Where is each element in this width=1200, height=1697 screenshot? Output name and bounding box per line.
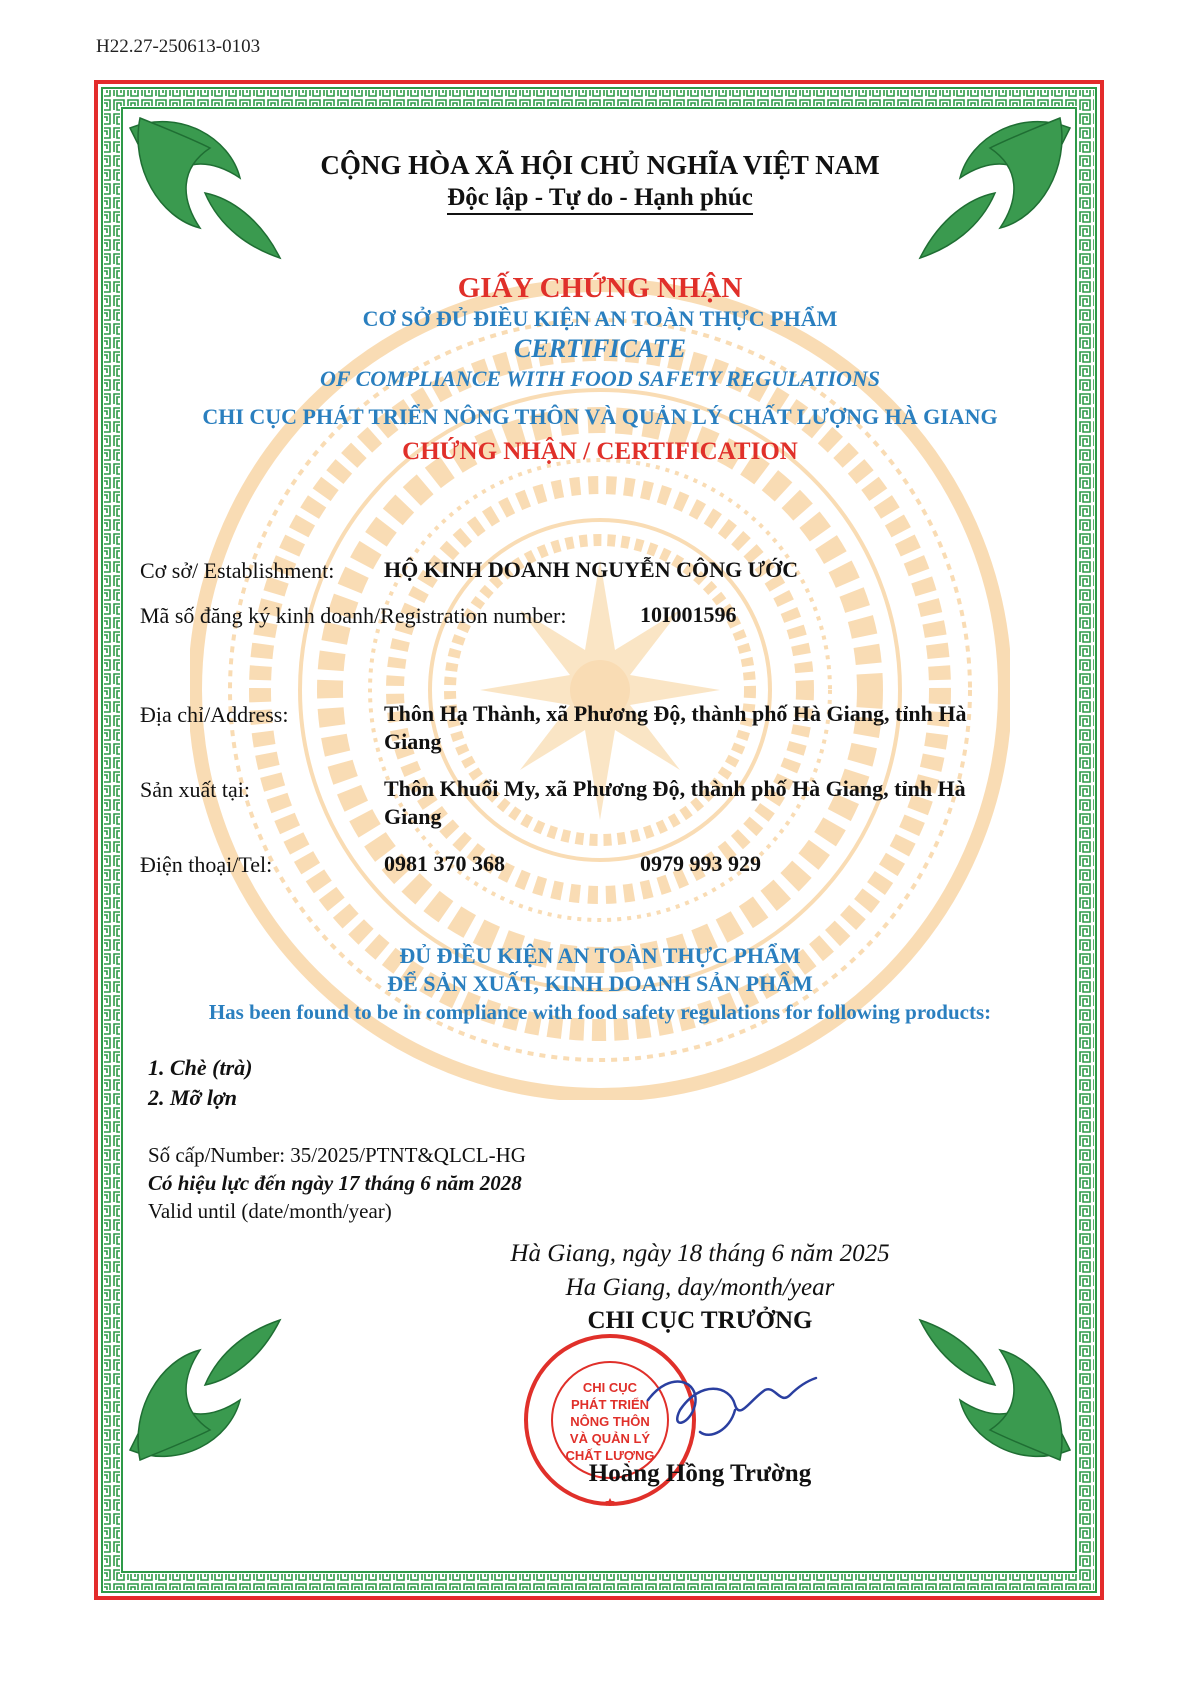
certificate-title-en: CERTIFICATE bbox=[514, 334, 686, 363]
seal-line: CHẤT LƯỢNG bbox=[565, 1448, 655, 1463]
certificate-title-vn: GIẤY CHỨNG NHẬN bbox=[457, 272, 743, 304]
certificate-number: Số cấp/Number: 35/2025/PTNT&QLCL-HG bbox=[148, 1143, 526, 1167]
compliance-en: Has been found to be in compliance with food safety regulations for following products: bbox=[208, 1000, 992, 1024]
signing-date-vn: Hà Giang, ngày 18 tháng 6 năm 2025 bbox=[510, 1240, 890, 1267]
address-value-line1: Thôn Hạ Thành, xã Phương Độ, thành phố Hà Giang, tỉnh Hà bbox=[384, 701, 967, 726]
seal-line: NÔNG THÔN bbox=[570, 1414, 650, 1429]
tel-value-1: 0981 370 368 bbox=[384, 851, 505, 876]
address-value-line2: Giang bbox=[384, 729, 442, 754]
signing-date-en: Ha Giang, day/month/year bbox=[565, 1274, 835, 1301]
product-item: 2. Mỡ lợn bbox=[148, 1085, 238, 1110]
address-label: Địa chỉ/Address: bbox=[140, 702, 289, 727]
corner-ornament-bottom-left bbox=[120, 1300, 290, 1470]
product-item: 1. Chè (trà) bbox=[148, 1055, 253, 1080]
certificate-subtitle-vn: CƠ SỞ ĐỦ ĐIỀU KIỆN AN TOÀN THỰC PHẨM bbox=[362, 306, 838, 331]
tel-label: Điện thoại/Tel: bbox=[140, 852, 273, 877]
establishment-label: Cơ sở/ Establishment: bbox=[140, 558, 335, 583]
compliance-vn-line2: ĐỂ SẢN XUẤT, KINH DOANH SẢN PHẨM bbox=[387, 971, 813, 996]
compliance-vn-line1: ĐỦ ĐIỀU KIỆN AN TOÀN THỰC PHẨM bbox=[399, 943, 801, 968]
signer-name: Hoàng Hồng Trường bbox=[588, 1460, 812, 1487]
tel-value-2: 0979 993 929 bbox=[640, 851, 761, 876]
production-label: Sản xuất tại: bbox=[140, 777, 250, 802]
registration-value: 10I001596 bbox=[640, 602, 737, 627]
registration-label: Mã số đăng ký kinh doanh/Registration number: bbox=[140, 603, 567, 628]
valid-until-vn: Có hiệu lực đến ngày 17 tháng 6 năm 2028 bbox=[148, 1171, 522, 1195]
handwritten-signature bbox=[640, 1360, 820, 1450]
establishment-value: HỘ KINH DOANH NGUYỄN CÔNG ƯỚC bbox=[384, 557, 799, 582]
valid-until-en: Valid until (date/month/year) bbox=[148, 1199, 392, 1223]
seal-line: CHI CỤC bbox=[582, 1380, 638, 1395]
issuing-agency: CHI CỤC PHÁT TRIỂN NÔNG THÔN VÀ QUẢN LÝ CHẤT LƯỢNG HÀ GIANG bbox=[202, 404, 998, 429]
nation-title: CỘNG HÒA XÃ HỘI CHỦ NGHĨA VIỆT NAM bbox=[320, 150, 880, 180]
document-code: H22.27-250613-0103 bbox=[96, 36, 261, 57]
seal-line: PHÁT TRIỂN bbox=[571, 1397, 649, 1412]
certification-heading: CHỨNG NHẬN / CERTIFICATION bbox=[402, 438, 798, 465]
seal-line: VÀ QUẢN LÝ bbox=[569, 1431, 651, 1446]
production-value-line1: Thôn Khuổi My, xã Phương Độ, thành phố Hà Giang, tỉnh Hà bbox=[384, 776, 966, 801]
motto-text: Độc lập - Tự do - Hạnh phúc bbox=[447, 184, 753, 215]
signer-position: CHI CỤC TRƯỞNG bbox=[587, 1307, 813, 1334]
production-value-line2: Giang bbox=[384, 804, 442, 829]
national-motto bbox=[0, 184, 1200, 212]
certificate-subtitle-en: OF COMPLIANCE WITH FOOD SAFETY REGULATIONS bbox=[319, 366, 881, 391]
